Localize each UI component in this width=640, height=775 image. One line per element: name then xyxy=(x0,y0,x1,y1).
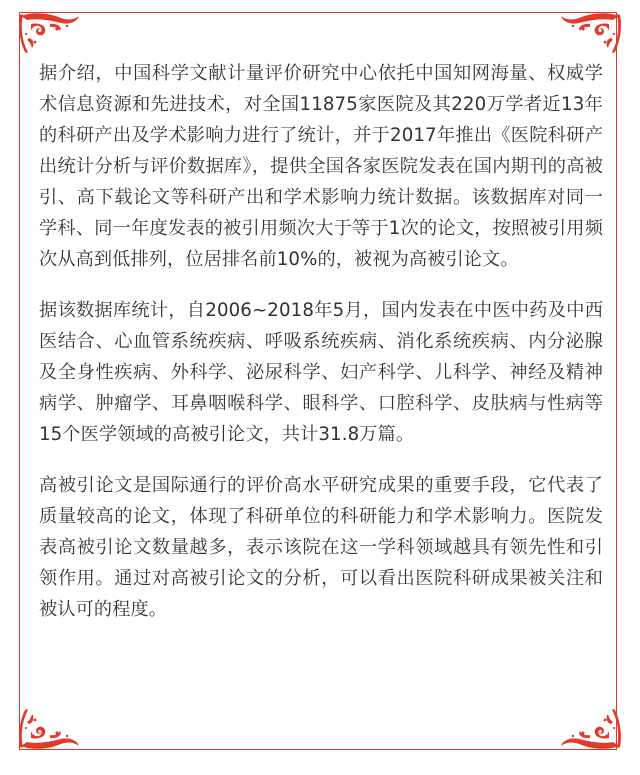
corner-ornament-bottom-right-icon xyxy=(557,708,623,752)
corner-ornament-top-left-icon xyxy=(17,10,83,54)
corner-ornament-top-right-icon xyxy=(557,10,623,54)
paragraph-database-introduction: 据介绍，中国科学文献计量评价研究中心依托中国知网海量、权威学术信息资源和先进技术，对全国11875家医院及其220万学者近13年的科研产出及学术影响力进行了统计，并于2017年推出《医院科研产出统计分析与评价数据库》，提供全国各家医院发表在国内期刊的高被引、高下载论文等科研产出和学术影响力统计数据。该数据库对同一学科、同一年度发表的被引用频次大于等于1次的论文，按照被引用频次从高到低排列，位居排名前10%的，被视为高被引论文。 xyxy=(39,63,603,270)
article-body xyxy=(39,58,603,625)
paragraph-significance: 高被引论文是国际通行的评价高水平研究成果的重要手段，它代表了质量较高的论文，体现了科研单位的科研能力和学术影响力。医院发表高被引论文数量越多，表示该院在这一学科领域越具有领先性和引领作用。通过对高被引论文的分析，可以看出医院科研成果被关注和被认可的程度。 xyxy=(39,475,603,620)
corner-ornament-bottom-left-icon xyxy=(17,708,83,752)
paragraph-statistics-by-field: 据该数据库统计，自2006~2018年5月，国内发表在中医中药及中西医结合、心血管系统疾病、呼吸系统疾病、消化系统疾病、内分泌腺及全身性疾病、外科学、泌尿科学、妇产科学、儿科学、神经及精神病学、肿瘤学、耳鼻咽喉科学、眼科学、口腔科学、皮肤病与性病等15个医学领域的高被引论文，共计31.8万篇。 xyxy=(39,300,603,445)
